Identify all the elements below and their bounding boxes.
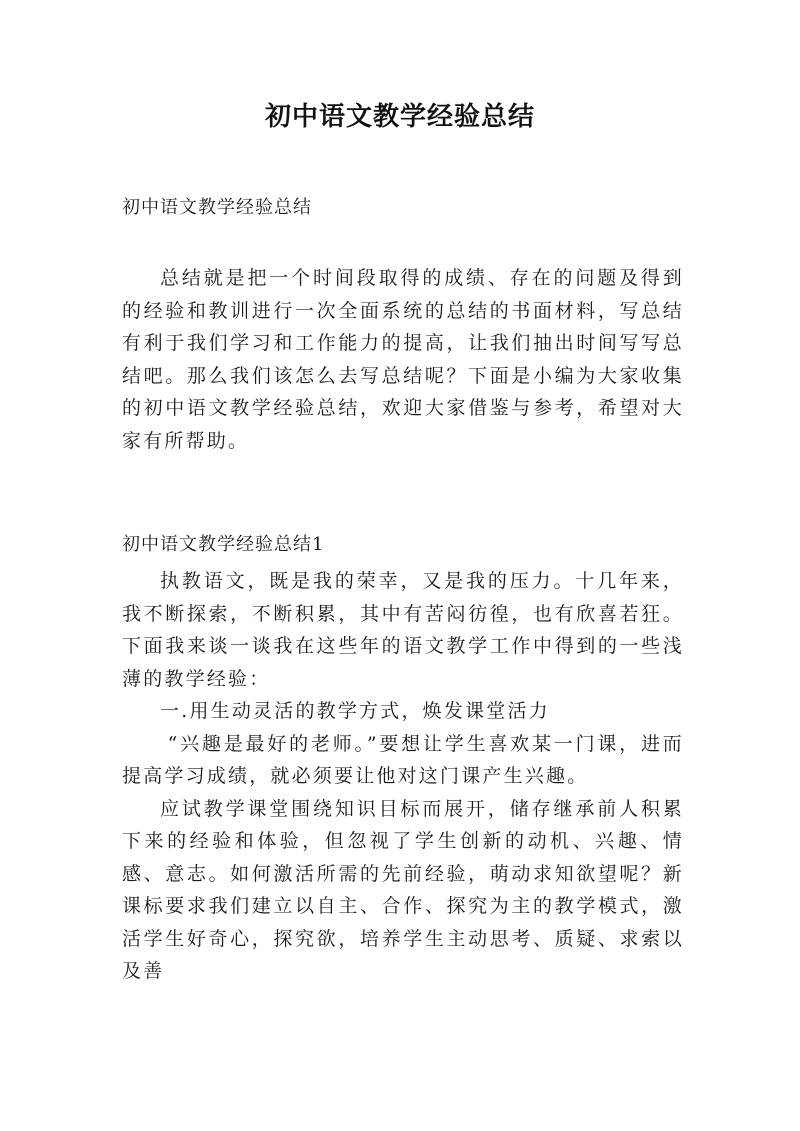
body-paragraph: 执教语文，既是我的荣幸，又是我的压力。十几年来，我不断探索，不断积累，其中有苦闷彷徨，也有欣喜若狂。下面我来谈一谈我在这些年的语文教学工作中得到的一些浅薄的教学经验： <box>122 570 684 690</box>
intro-section <box>122 262 684 457</box>
document-subtitle: 初中语文教学经验总结 <box>122 197 312 218</box>
document-title: 初中语文教学经验总结 <box>264 102 535 132</box>
point-heading: 一.用生动灵活的教学方式，焕发课堂活力 <box>160 700 550 722</box>
section-heading: 初中语文教学经验总结1 <box>122 534 325 555</box>
section-body <box>122 565 684 988</box>
body-paragraph: 应试教学课堂围绕知识目标而展开，储存继承前人积累下来的经验和体验，但忽视了学生创新的动机、兴趣、情感、意志。如何激活所需的先前经验，萌动求知欲望呢？新课标要求我们建立以自主、合作、探究为主的教学模式，激活学生好奇心，探究欲，培养学生主动思考、质疑、求索以及善 <box>122 797 684 982</box>
body-paragraph: “兴趣是最好的老师。”要想让学生喜欢某一门课，进而提高学习成绩，就必须要让他对这门课产生兴趣。 <box>122 732 684 787</box>
intro-paragraph: 总结就是把一个时间段取得的成绩、存在的问题及得到的经验和教训进行一次全面系统的总结的书面材料，写总结有利于我们学习和工作能力的提高，让我们抽出时间写写总结吧。那么我们该怎么去写总结呢？下面是小编为大家收集的初中语文教学经验总结，欢迎大家借鉴与参考，希望对大家有所帮助。 <box>122 267 684 452</box>
